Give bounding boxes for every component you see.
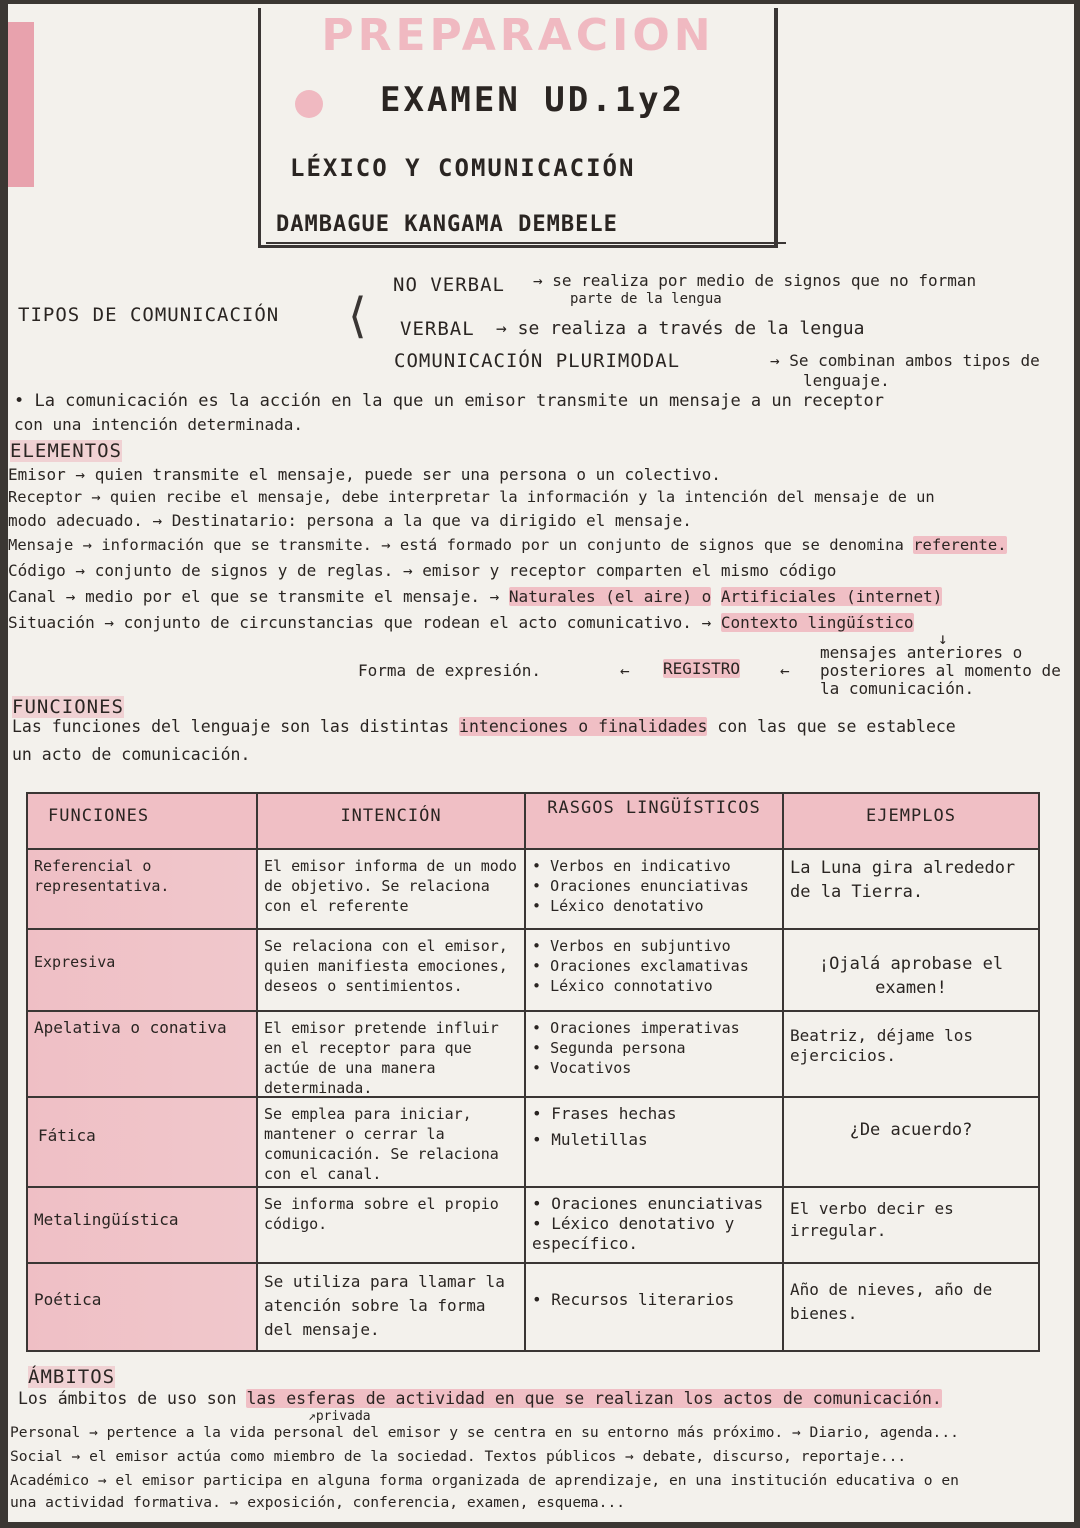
- funciones-intro-line2: un acto de comunicación.: [12, 745, 251, 764]
- funciones-intro: Las funciones del lenguaje son las distintas intenciones o finalidades con las que se establece: [12, 717, 956, 736]
- funciones-heading: FUNCIONES: [12, 696, 124, 718]
- registro-arrow-left: ←: [620, 661, 630, 680]
- ejemplo-cell: ¿De acuerdo?: [849, 1120, 973, 1140]
- notes-page: [8, 4, 1074, 1522]
- funcion-cell: Poética: [28, 1264, 258, 1350]
- funcion-cell: Metalingüística: [28, 1188, 258, 1262]
- referente-highlight: referente.: [913, 536, 1007, 554]
- rasgo-item: • Oraciones enunciativas: [532, 876, 776, 896]
- tipo-verbal: VERBAL: [400, 318, 475, 340]
- table-header-row: [28, 794, 1038, 848]
- ambito-academico-line2: una actividad formativa. → exposición, conferencia, examen, esquema...: [10, 1494, 626, 1511]
- artificiales-highlight: Artificiales (internet): [720, 587, 943, 606]
- ambito-personal: Personal → pertence a la vida personal del emisor y se centra en su entorno más próximo. → Diario, agenda...: [10, 1424, 959, 1441]
- elemento-emisor: Emisor → quien transmite el mensaje, puede ser una persona o un colectivo.: [8, 465, 721, 484]
- rasgos-cell: [526, 1098, 784, 1186]
- rasgo-item: • Verbos en subjuntivo: [532, 936, 776, 956]
- header-ejemplos: EJEMPLOS: [784, 794, 1038, 848]
- rasgo-item: • Léxico denotativo: [532, 896, 776, 916]
- table-row: [28, 1262, 1038, 1350]
- ghost-title: PREPARACION: [321, 10, 715, 61]
- intencion-cell: Se informa sobre el propio código.: [258, 1188, 526, 1262]
- elemento-mensaje: Mensaje → información que se transmite. → está formado por un conjunto de signos que se denomina referente.: [8, 536, 1007, 554]
- funcion-cell: Apelativa o conativa: [28, 1012, 258, 1096]
- elementos-heading: ELEMENTOS: [10, 440, 122, 462]
- ambito-social: Social → el emisor actúa como miembro de la sociedad. Textos públicos → debate, discurso, reportaje...: [10, 1448, 907, 1465]
- intencion-cell: Se emplea para iniciar, mantener o cerrar la comunicación. Se relaciona con el canal.: [258, 1098, 526, 1186]
- ejemplo-cell: La Luna gira alrededor de la Tierra.: [790, 858, 1016, 902]
- rasgo-item: • Vocativos: [532, 1058, 776, 1078]
- subject-title: LÉXICO Y COMUNICACIÓN: [290, 154, 636, 182]
- intencion-cell: El emisor pretende influir en el receptor para que actúe de una manera determinada.: [258, 1012, 526, 1096]
- funciones-table: [26, 792, 1040, 1352]
- tipo-no-verbal-desc2: parte de la lengua: [570, 291, 722, 307]
- ejemplo-cell: Año de nieves, año de bienes.: [790, 1280, 993, 1323]
- definicion-line2: con una intención determinada.: [14, 415, 303, 434]
- esferas-highlight: las esferas de actividad en que se realizan los actos de comunicación.: [246, 1389, 942, 1408]
- header-intencion: INTENCIÓN: [258, 794, 526, 848]
- tipo-plurimodal: COMUNICACIÓN PLURIMODAL: [394, 350, 681, 372]
- ambito-academico: Académico → el emisor participa en alguna forma organizada de aprendizaje, en una institución educativa o en: [10, 1472, 959, 1489]
- tipo-verbal-desc: → se realiza a través de la lengua: [496, 318, 865, 339]
- header-funciones: FUNCIONES: [28, 794, 258, 848]
- contexto-desc2: posteriores al momento de: [820, 661, 1061, 680]
- rasgo-item: • Verbos en indicativo: [532, 856, 776, 876]
- ambitos-heading: ÁMBITOS: [28, 1366, 116, 1388]
- table-row: [28, 1096, 1038, 1186]
- rasgo-item: • Frases hechas: [532, 1104, 776, 1124]
- tipo-no-verbal: NO VERBAL: [393, 274, 505, 296]
- table-row: [28, 928, 1038, 1010]
- rasgos-cell: [526, 930, 784, 1010]
- rasgo-item: • Oraciones exclamativas: [532, 956, 776, 976]
- intencion-cell: Se utiliza para llamar la atención sobre la forma del mensaje.: [258, 1264, 526, 1350]
- elemento-modo: modo adecuado. → Destinatario: persona a la que va dirigido el mensaje.: [8, 511, 692, 530]
- contexto-highlight: Contexto lingüístico: [720, 613, 914, 632]
- contexto-desc1: mensajes anteriores o: [820, 643, 1023, 662]
- ambitos-intro: Los ámbitos de uso son las esferas de actividad en que se realizan los actos de comunicación.: [18, 1389, 942, 1408]
- rasgos-cell: [526, 1264, 784, 1350]
- brace-icon: ⟨: [348, 288, 367, 344]
- rasgos-cell: [526, 850, 784, 928]
- ejemplo-cell: Beatriz, déjame los ejercicios.: [790, 1026, 974, 1065]
- table-row: [28, 1186, 1038, 1262]
- tipo-plurimodal-desc2: lenguaje.: [803, 371, 890, 390]
- rasgo-item: • Muletillas: [532, 1130, 776, 1150]
- tipo-plurimodal-desc: → Se combinan ambos tipos de: [770, 351, 1040, 370]
- intencion-cell: El emisor informa de un modo de objetivo. Se relaciona con el referente: [258, 850, 526, 928]
- exam-title: EXAMEN UD.1y2: [380, 80, 686, 120]
- contexto-arrow: ↓: [938, 629, 948, 648]
- contexto-desc3: la comunicación.: [820, 679, 975, 698]
- intenciones-highlight: intenciones o finalidades: [459, 717, 708, 736]
- rasgo-item: • Oraciones enunciativas: [532, 1194, 776, 1214]
- rasgo-item: • Recursos literarios: [532, 1290, 776, 1310]
- tipo-no-verbal-desc: → se realiza por medio de signos que no forman: [533, 271, 977, 290]
- intencion-cell: Se relaciona con el emisor, quien manifiesta emociones, deseos o sentimientos.: [258, 930, 526, 1010]
- funcion-cell: Referencial o representativa.: [28, 850, 258, 928]
- ejemplo-cell: ¡Ojalá aprobase el examen!: [818, 954, 1004, 998]
- pink-sticky-tab: [8, 22, 34, 187]
- rasgo-item: • Segunda persona: [532, 1038, 776, 1058]
- funcion-cell: Expresiva: [28, 930, 258, 1010]
- author-underline: [266, 242, 786, 244]
- table-row: [28, 848, 1038, 928]
- rasgo-item: • Oraciones imperativas: [532, 1018, 776, 1038]
- elemento-codigo: Código → conjunto de signos y de reglas. → emisor y receptor comparten el mismo código: [8, 561, 837, 580]
- forma-expresion: Forma de expresión.: [358, 661, 542, 680]
- naturales-highlight: Naturales (el aire) o: [508, 587, 712, 606]
- elemento-situacion: Situación → conjunto de circunstancias que rodean el acto comunicativo. → Contexto lingüístico: [8, 613, 914, 632]
- rasgo-item: • Léxico denotativo y específico.: [532, 1214, 776, 1254]
- ejemplo-cell: El verbo decir es irregular.: [790, 1199, 954, 1240]
- table-row: [28, 1010, 1038, 1096]
- tipos-label: TIPOS DE COMUNICACIÓN: [18, 304, 280, 326]
- registro-label: REGISTRO: [663, 659, 741, 678]
- header-rasgos: RASGOS LINGÜÍSTICOS: [526, 794, 784, 848]
- rasgos-cell: [526, 1188, 784, 1262]
- registro-arrow-right: ←: [780, 661, 790, 680]
- elemento-canal: Canal → medio por el que se transmite el mensaje. → Naturales (el aire) o Artificiales (internet): [8, 587, 943, 606]
- title-dot: [295, 90, 323, 118]
- funcion-cell: Fática: [28, 1098, 258, 1186]
- rasgo-item: • Léxico connotativo: [532, 976, 776, 996]
- rasgos-cell: [526, 1012, 784, 1096]
- definicion-line1: • La comunicación es la acción en la que un emisor transmite un mensaje a un receptor: [14, 391, 884, 411]
- privada-note: ↗privada: [308, 1409, 371, 1424]
- elemento-receptor: Receptor → quien recibe el mensaje, debe interpretar la información y la intención del mensaje de un: [8, 488, 935, 506]
- author-name: DAMBAGUE KANGAMA DEMBELE: [276, 212, 618, 237]
